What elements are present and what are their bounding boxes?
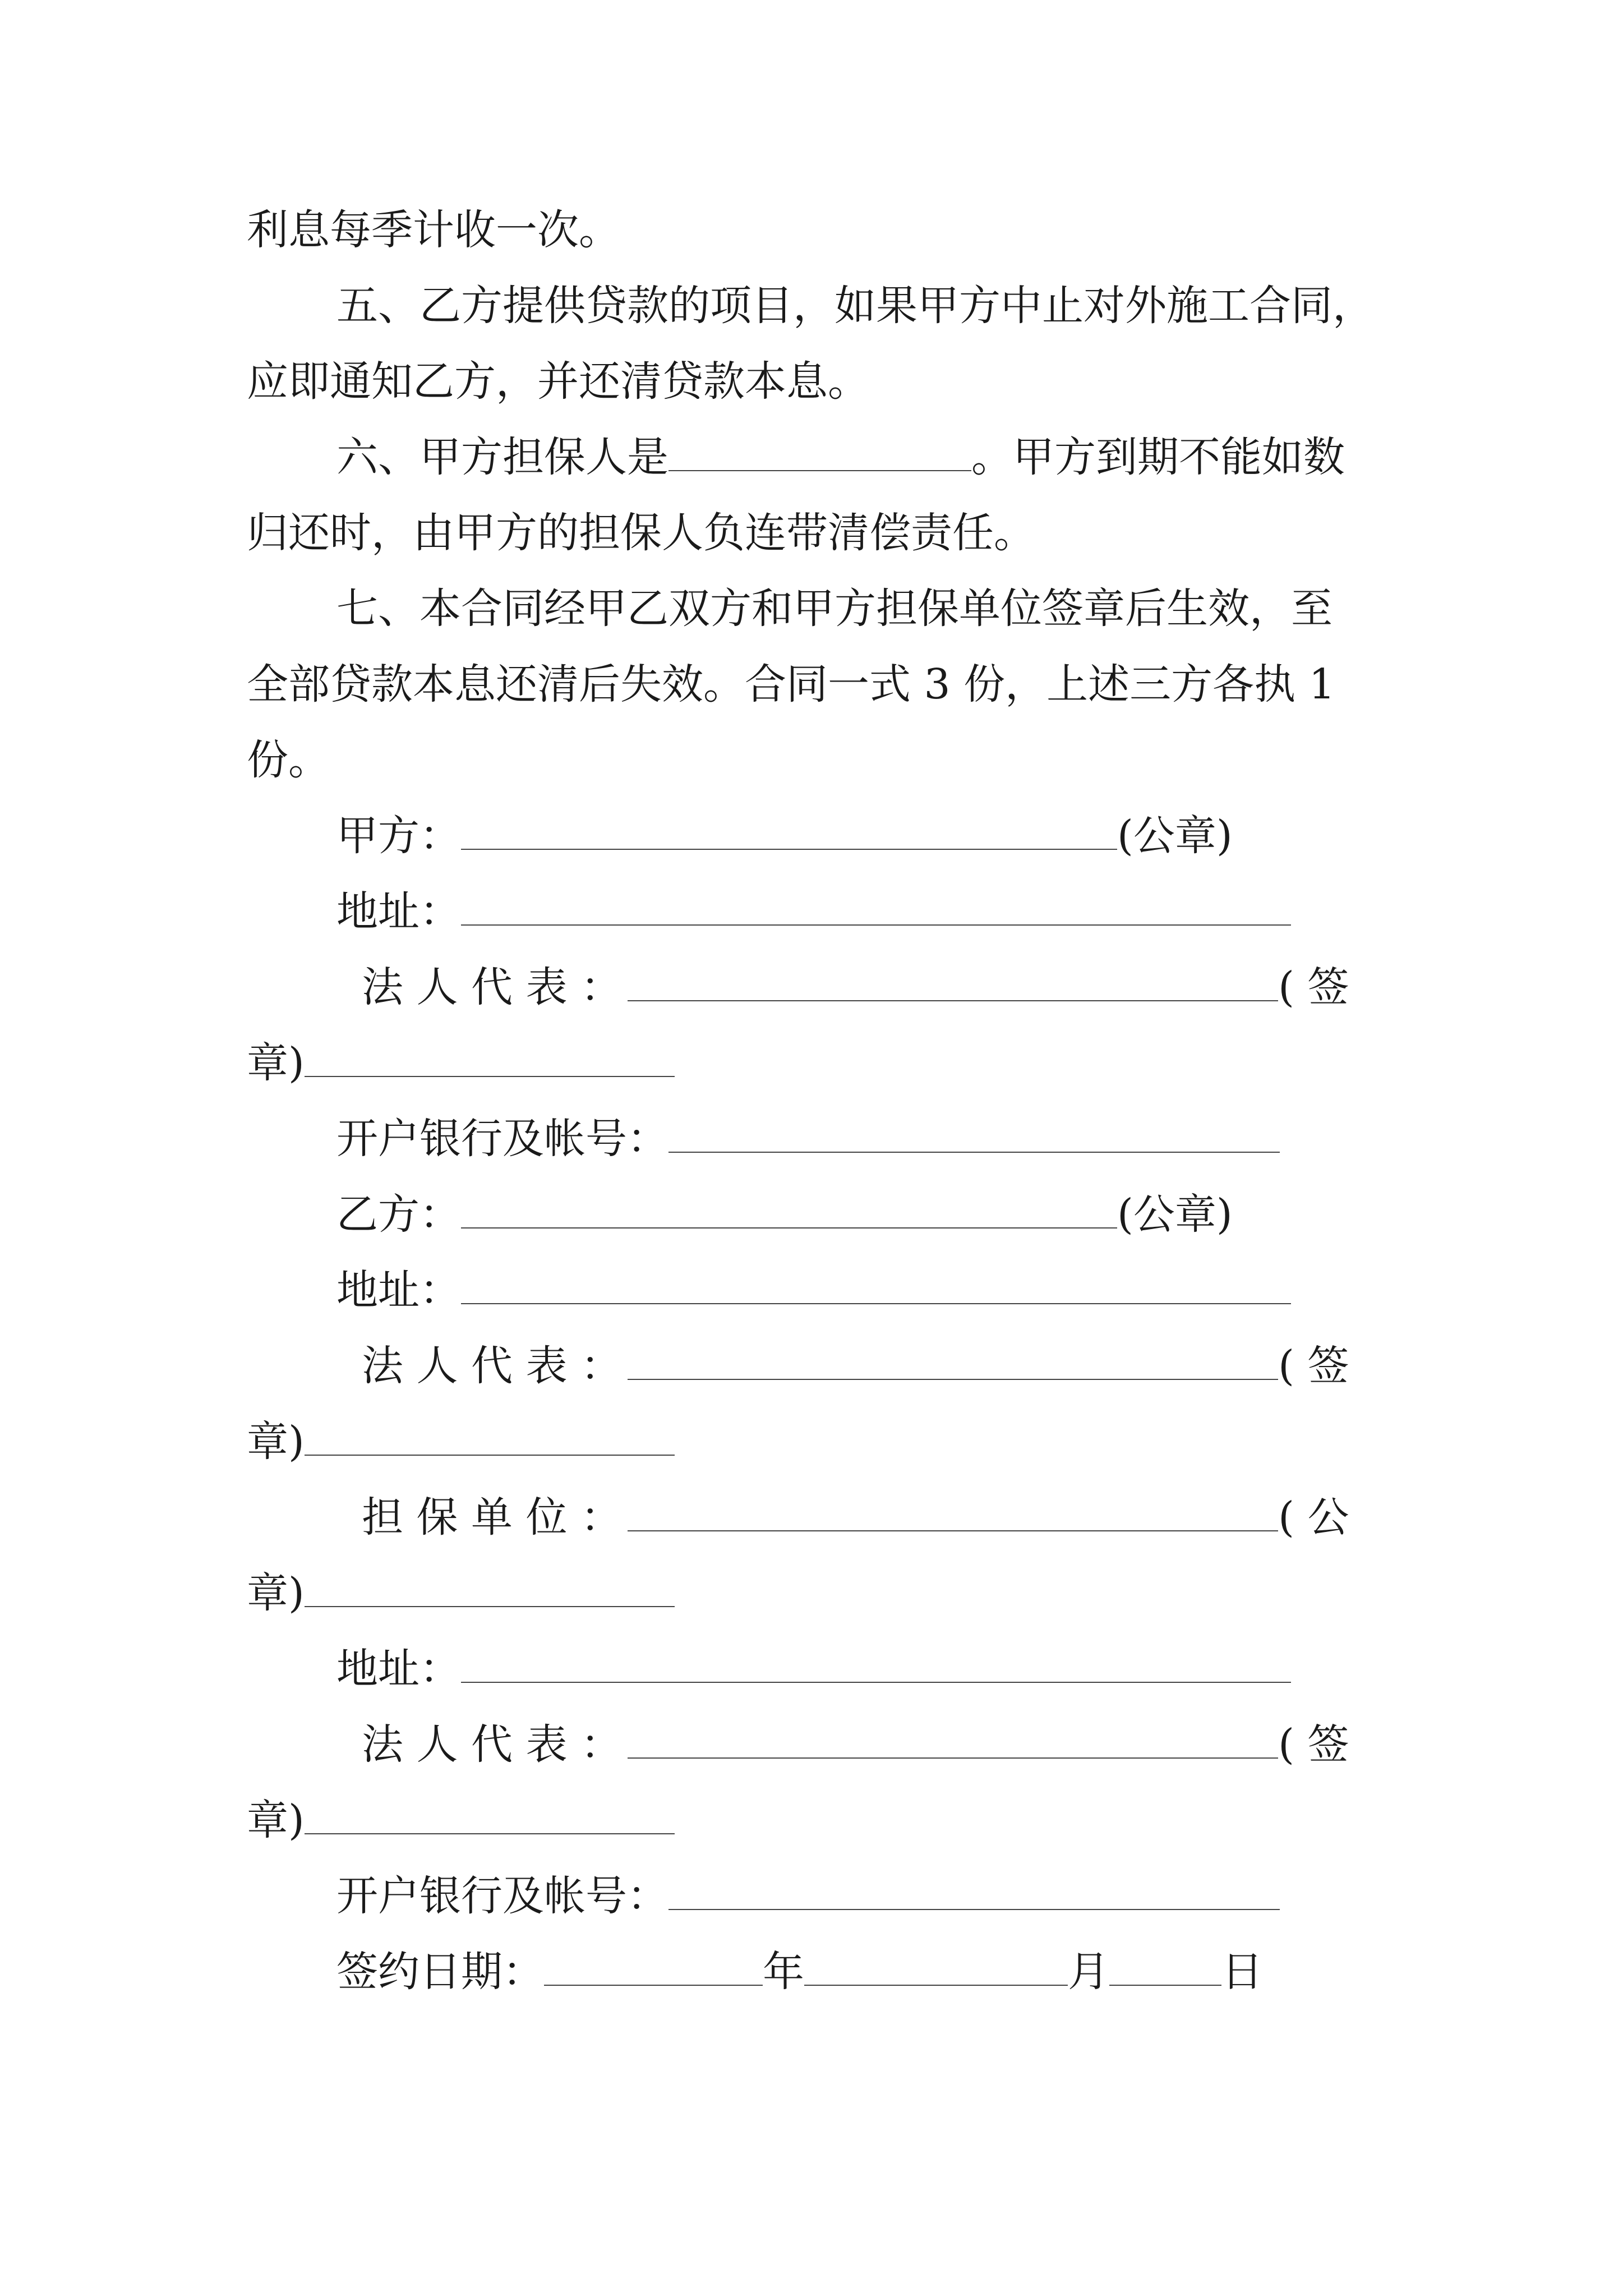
party-a-address-blank[interactable] — [461, 885, 1291, 926]
guarantor-signature-blank[interactable] — [305, 1794, 675, 1834]
party-a-address-label: 地址： — [336, 887, 461, 936]
party-a-legal-rep-blank[interactable] — [628, 961, 1278, 1001]
party-b-address-blank[interactable] — [461, 1264, 1291, 1304]
guarantor-seal-close: 章) — [247, 1569, 305, 1617]
guarantor-address-row — [336, 1638, 1291, 1700]
guarantor-sign-close-row — [247, 1789, 675, 1851]
party-a-sign-close-row — [247, 1032, 675, 1094]
party-a-signature-blank[interactable] — [305, 1037, 675, 1077]
guarantor-blank[interactable] — [668, 431, 971, 471]
guarantor-sign-close: 章) — [247, 1796, 305, 1844]
party-a-bank-row — [336, 1108, 1280, 1170]
party-b-address-row — [336, 1259, 1291, 1321]
signing-month-label: 月 — [1068, 1948, 1109, 1996]
signing-year-blank[interactable] — [544, 1945, 763, 1986]
party-b-sign-open: ( 签 — [1278, 1342, 1349, 1390]
party-a-legal-rep-row — [362, 956, 1349, 1018]
party-a-bank-blank[interactable] — [668, 1112, 1280, 1153]
party-b-sign-close: 章) — [247, 1418, 305, 1466]
paragraph-seven-line-2: 全部贷款本息还清后失效。合同一式 3 份，上述三方各执 1 — [247, 660, 1335, 708]
guarantor-label: 担 保 单 位 ： — [362, 1493, 623, 1542]
guarantor-row — [362, 1487, 1349, 1548]
party-b-legal-rep-blank[interactable] — [628, 1340, 1278, 1380]
guarantor-bank-label: 开户银行及帐号： — [336, 1872, 668, 1920]
signing-date-row — [336, 1941, 1263, 2003]
guarantor-bank-blank[interactable] — [668, 1870, 1280, 1910]
party-a-blank[interactable] — [461, 809, 1117, 850]
guarantor-seal-open: ( 公 — [1278, 1493, 1349, 1542]
party-b-label: 乙方： — [336, 1190, 461, 1239]
signing-day-label: 日 — [1221, 1948, 1263, 1996]
party-a-label: 甲方： — [336, 812, 461, 860]
party-a-sign-open: ( 签 — [1278, 963, 1349, 1011]
guarantor-legal-rep-row — [362, 1714, 1349, 1775]
party-b-row — [336, 1184, 1233, 1245]
party-a-address-row — [336, 881, 1291, 942]
signing-date-label: 签约日期： — [336, 1948, 544, 1996]
guarantor-address-blank[interactable] — [461, 1642, 1291, 1683]
paragraph-six-prefix: 六、甲方担保人是 — [336, 433, 668, 481]
party-a-legal-rep-label: 法 人 代 表 ： — [362, 963, 623, 1011]
signing-month-blank[interactable] — [804, 1945, 1068, 1986]
paragraph-six-line-1 — [336, 426, 1345, 488]
guarantor-sign-open: ( 签 — [1278, 1720, 1349, 1769]
guarantor-legal-rep-blank[interactable] — [628, 1718, 1278, 1759]
party-b-legal-rep-row — [362, 1335, 1349, 1397]
party-b-signature-blank[interactable] — [305, 1415, 675, 1456]
guarantor-bank-row — [336, 1865, 1280, 1927]
paragraph-six-suffix: 。甲方到期不能如数 — [971, 433, 1345, 481]
party-b-address-label: 地址： — [336, 1266, 461, 1314]
guarantor-seal-blank[interactable] — [305, 1567, 675, 1607]
party-a-sign-close: 章) — [247, 1039, 305, 1087]
guarantor-address-label: 地址： — [336, 1645, 461, 1693]
paragraph-seven-line-1: 七、本合同经甲乙双方和甲方担保单位签章后生效，至 — [336, 585, 1332, 633]
guarantor-unit-blank[interactable] — [628, 1491, 1278, 1531]
party-a-bank-label: 开户银行及帐号： — [336, 1115, 668, 1163]
signing-year-label: 年 — [763, 1948, 804, 1996]
party-b-seal: (公章) — [1117, 1190, 1233, 1239]
guarantor-seal-close-row — [247, 1562, 675, 1624]
guarantor-legal-rep-label: 法 人 代 表 ： — [362, 1720, 623, 1769]
paragraph-five-line-1: 五、乙方提供贷款的项目，如果甲方中止对外施工合同， — [336, 282, 1374, 330]
paragraph-seven-line-3: 份。 — [247, 736, 330, 784]
signing-day-blank[interactable] — [1109, 1945, 1221, 1986]
party-b-blank[interactable] — [461, 1188, 1117, 1228]
paragraph-five-line-2: 应即通知乙方，并还清贷款本息。 — [247, 357, 869, 406]
party-a-row — [336, 805, 1233, 867]
paragraph-six-line-2: 归还时，由甲方的担保人负连带清偿责任。 — [247, 509, 1035, 557]
party-b-legal-rep-label: 法 人 代 表 ： — [362, 1342, 623, 1390]
paragraph-four-end: 利息每季计收一次。 — [247, 206, 620, 254]
party-a-seal: (公章) — [1117, 812, 1233, 860]
party-b-sign-close-row — [247, 1411, 675, 1473]
